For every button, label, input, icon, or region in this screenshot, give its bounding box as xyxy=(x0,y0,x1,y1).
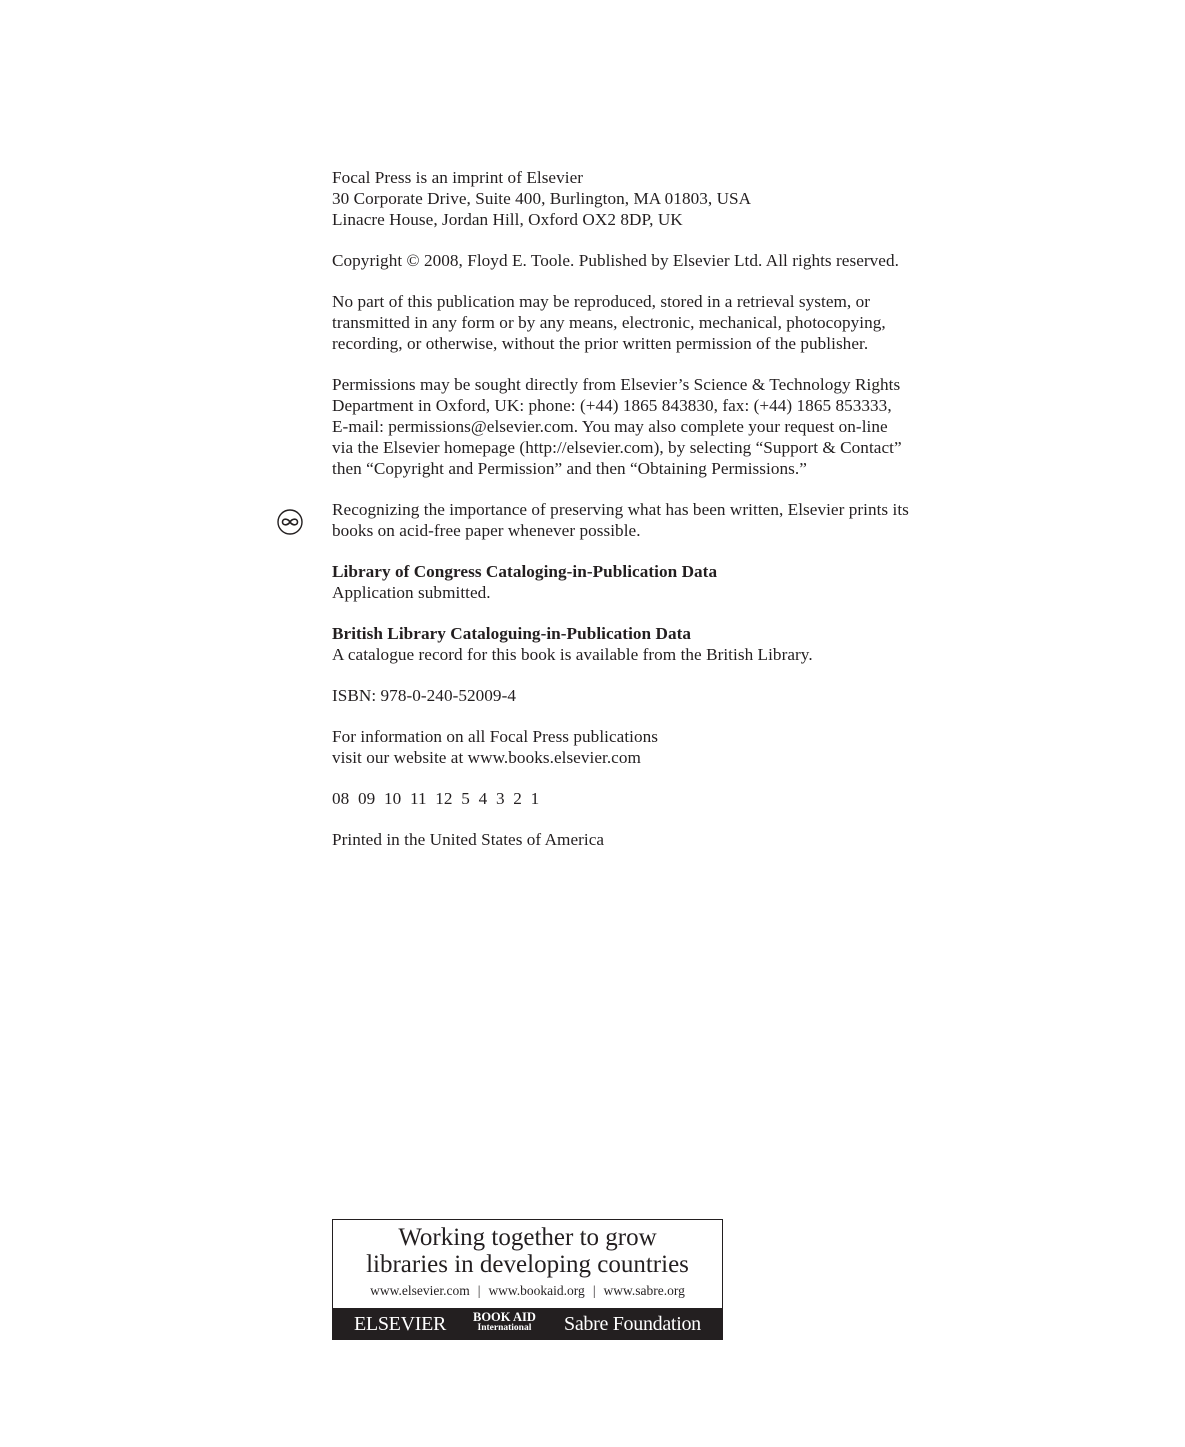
loc-heading: Library of Congress Cataloging-in-Publication Data xyxy=(332,562,718,581)
info-line: For information on all Focal Press publications xyxy=(332,727,659,746)
banner-logo-strip xyxy=(333,1308,722,1339)
imprint-line: Focal Press is an imprint of Elsevier xyxy=(332,168,584,187)
bookaid-url-link[interactable]: www.bookaid.org xyxy=(488,1283,585,1298)
permissions-line: Permissions may be sought directly from Elsevier’s Science & Technology Rights xyxy=(332,375,901,394)
imprint-address-us: 30 Corporate Drive, Suite 400, Burlington, MA 01803, USA xyxy=(332,189,752,208)
print-line: 08 09 10 11 12 5 4 3 2 1 xyxy=(332,789,540,808)
british-library-heading: British Library Cataloguing-in-Publication Data xyxy=(332,624,692,643)
reproduction-line: transmitted in any form or by any means, electronic, mechanical, photocopying, xyxy=(332,313,886,332)
loc-cip xyxy=(332,561,972,603)
info-website-line: visit our website at www.books.elsevier.com xyxy=(332,748,641,767)
printed-in-block xyxy=(332,829,972,850)
book-aid-logo xyxy=(473,1311,536,1334)
permissions-notice xyxy=(332,374,972,479)
book-aid-logo-subtitle: International xyxy=(477,1323,532,1333)
reproduction-line: recording, or otherwise, without the prior written permission of the publisher. xyxy=(332,334,869,353)
acid-free-notice xyxy=(332,499,972,541)
copyright-page xyxy=(332,167,972,850)
publisher-info xyxy=(332,726,972,768)
british-library-text: A catalogue record for this book is available from the British Library. xyxy=(332,645,813,664)
printed-in: Printed in the United States of America xyxy=(332,830,605,849)
permissions-line: Department in Oxford, UK: phone: (+44) 1865 843830, fax: (+44) 1865 853333, xyxy=(332,396,892,415)
isbn-block xyxy=(332,685,972,706)
elsevier-logo: ELSEVIER xyxy=(354,1313,447,1335)
url-separator: | xyxy=(592,1283,596,1298)
acid-free-infinity-icon xyxy=(277,509,303,535)
copyright-notice xyxy=(332,250,972,271)
sabre-foundation-logo: Sabre Foundation xyxy=(564,1313,701,1335)
imprint-block xyxy=(332,167,972,230)
loc-text: Application submitted. xyxy=(332,583,491,602)
elsevier-url-link[interactable]: www.elsevier.com xyxy=(370,1283,470,1298)
banner-title-line: libraries in developing countries xyxy=(366,1251,689,1278)
copyright-line: Copyright © 2008, Floyd E. Toole. Published by Elsevier Ltd. All rights reserved. xyxy=(332,251,899,270)
book-aid-banner xyxy=(332,1219,723,1340)
permissions-line: then “Copyright and Permission” and then “Obtaining Permissions.” xyxy=(332,459,807,478)
book-aid-logo-title: BOOK AID xyxy=(473,1310,536,1324)
reproduction-notice xyxy=(332,291,972,354)
imprint-address-uk: Linacre House, Jordan Hill, Oxford OX2 8DP, UK xyxy=(332,210,683,229)
banner-urls xyxy=(333,1283,722,1299)
reproduction-line: No part of this publication may be reproduced, stored in a retrieval system, or xyxy=(332,292,871,311)
print-line-block xyxy=(332,788,972,809)
url-separator: | xyxy=(477,1283,481,1298)
acid-free-line: books on acid-free paper whenever possible. xyxy=(332,521,641,540)
isbn: ISBN: 978-0-240-52009-4 xyxy=(332,686,516,705)
permissions-line: E-mail: permissions@elsevier.com. You may also complete your request on-line xyxy=(332,417,888,436)
acid-free-line: Recognizing the importance of preserving what has been written, Elsevier prints its xyxy=(332,500,909,519)
banner-title xyxy=(333,1224,722,1278)
banner-title-line: Working together to grow xyxy=(398,1224,657,1251)
sabre-url-link[interactable]: www.sabre.org xyxy=(603,1283,685,1298)
british-library-cip xyxy=(332,623,972,665)
permissions-line: via the Elsevier homepage (http://elsevier.com), by selecting “Support & Contact” xyxy=(332,438,902,457)
